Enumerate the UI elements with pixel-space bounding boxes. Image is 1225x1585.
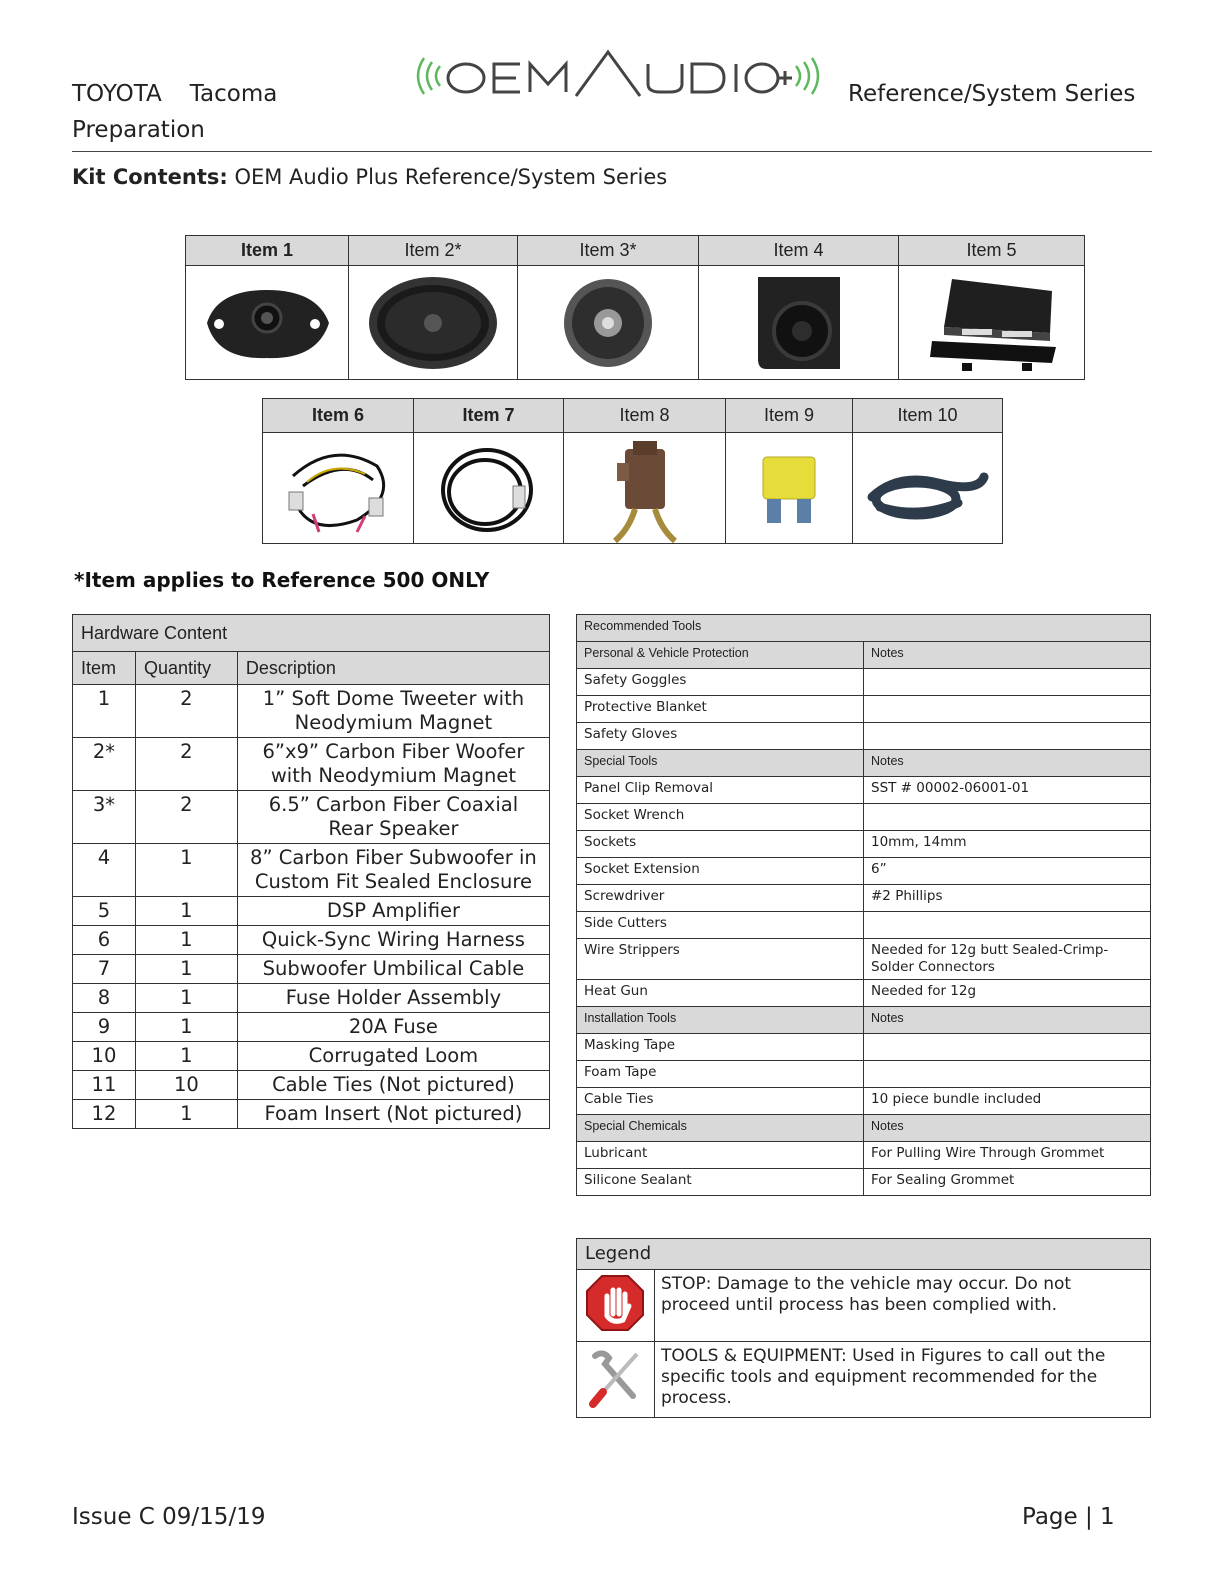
coaxial-speaker-image (518, 266, 699, 380)
fuse-20a-image (726, 433, 853, 544)
tools-section-header (577, 1115, 1151, 1142)
tool-name: Safety Goggles (577, 669, 864, 696)
tool-name: Side Cutters (577, 912, 864, 939)
row-quantity: 1 (135, 897, 237, 926)
issue-date: Issue C 09/15/19 (72, 1504, 266, 1530)
umbilical-cable-image (414, 433, 564, 544)
description-line: with Neodymium Magnet (270, 764, 516, 787)
kit-value: OEM Audio Plus Reference/System Series (234, 165, 668, 189)
kit-label: Kit Contents: (72, 165, 228, 189)
row-quantity: 2 (135, 685, 237, 738)
dsp-amplifier-image (899, 266, 1085, 380)
header-left (72, 76, 277, 148)
tool-note (864, 912, 1151, 939)
oem-audio-logo (408, 46, 828, 106)
tools-row (577, 1088, 1151, 1115)
row-description: Cable Ties (Not pictured) (237, 1071, 549, 1100)
tool-name: Personal & Vehicle Protection (577, 642, 864, 669)
table-row (73, 984, 550, 1013)
tool-name: Heat Gun (577, 980, 864, 1007)
row-description (237, 844, 549, 897)
row-quantity: 10 (135, 1071, 237, 1100)
item-10-header: Item 10 (853, 399, 1003, 433)
woofer-6x9-image (349, 266, 518, 380)
row-description: Corrugated Loom (237, 1042, 549, 1071)
tools-row (577, 723, 1151, 750)
tool-note: Needed for 12g (864, 980, 1151, 1007)
table-row (73, 685, 550, 738)
tweeter-image (186, 266, 349, 380)
table-row (73, 791, 550, 844)
column-quantity: Quantity (135, 652, 237, 685)
table-row (73, 1013, 550, 1042)
tool-name: Silicone Sealant (577, 1169, 864, 1196)
row-description (237, 791, 549, 844)
tools-row (577, 912, 1151, 939)
row-item: 1 (73, 685, 136, 738)
item-1-header: Item 1 (186, 236, 349, 266)
tools-row (577, 939, 1151, 980)
item-4-header: Item 4 (699, 236, 899, 266)
row-description (237, 685, 549, 738)
row-description: Quick-Sync Wiring Harness (237, 926, 549, 955)
tools-row (577, 696, 1151, 723)
row-item: 8 (73, 984, 136, 1013)
wiring-harness-image (263, 433, 414, 544)
row-quantity: 2 (135, 791, 237, 844)
tool-name: Lubricant (577, 1142, 864, 1169)
row-item: 10 (73, 1042, 136, 1071)
tools-section-header (577, 642, 1151, 669)
row-description: DSP Amplifier (237, 897, 549, 926)
tools-row (577, 669, 1151, 696)
row-item: 11 (73, 1071, 136, 1100)
tools-section-header (577, 1007, 1151, 1034)
tool-name: Special Chemicals (577, 1115, 864, 1142)
items-table-1 (185, 235, 1085, 380)
tool-note: SST # 00002-06001-01 (864, 777, 1151, 804)
table-row (73, 738, 550, 791)
tool-name: Panel Clip Removal (577, 777, 864, 804)
table-row (73, 844, 550, 897)
tool-note: Notes (864, 642, 1151, 669)
description-line: Custom Fit Sealed Enclosure (254, 870, 532, 893)
legend-title: Legend (577, 1239, 1151, 1270)
tool-note: For Sealing Grommet (864, 1169, 1151, 1196)
row-quantity: 2 (135, 738, 237, 791)
row-description (237, 738, 549, 791)
table-row (73, 1100, 550, 1129)
tool-name: Socket Extension (577, 858, 864, 885)
tools-row (577, 1061, 1151, 1088)
tool-name: Protective Blanket (577, 696, 864, 723)
table-row (73, 955, 550, 984)
kit-contents (72, 162, 667, 192)
legend-table (576, 1238, 1151, 1418)
row-quantity: 1 (135, 1013, 237, 1042)
tool-note: Notes (864, 1115, 1151, 1142)
reference-500-note: *Item applies to Reference 500 ONLY (74, 568, 490, 592)
tool-name: Cable Ties (577, 1088, 864, 1115)
tools-row (577, 1142, 1151, 1169)
stop-description: STOP: Damage to the vehicle may occur. Do not proceed until process has been complied with. (655, 1270, 1151, 1342)
description-line: Rear Speaker (328, 817, 459, 840)
vehicle-make: TOYOTA (72, 81, 162, 107)
row-item: 2* (73, 738, 136, 791)
vehicle-model: Tacoma (189, 81, 278, 107)
row-quantity: 1 (135, 984, 237, 1013)
tool-name: Screwdriver (577, 885, 864, 912)
row-description: Fuse Holder Assembly (237, 984, 549, 1013)
recommended-tools-table (576, 614, 1151, 1196)
tool-name: Special Tools (577, 750, 864, 777)
tool-note: 10mm, 14mm (864, 831, 1151, 858)
tool-name: Safety Gloves (577, 723, 864, 750)
subwoofer-enclosure-image (699, 266, 899, 380)
column-item: Item (73, 652, 136, 685)
row-item: 9 (73, 1013, 136, 1042)
item-9-header: Item 9 (726, 399, 853, 433)
tools-row (577, 831, 1151, 858)
hardware-title: Hardware Content (73, 615, 550, 652)
tool-note: 10 piece bundle included (864, 1088, 1151, 1115)
row-quantity: 1 (135, 1100, 237, 1129)
description-line: 6.5” Carbon Fiber Coaxial (268, 793, 519, 816)
tool-name: Installation Tools (577, 1007, 864, 1034)
tool-note: #2 Phillips (864, 885, 1151, 912)
row-description: 20A Fuse (237, 1013, 549, 1042)
tools-row (577, 804, 1151, 831)
tool-note: For Pulling Wire Through Grommet (864, 1142, 1151, 1169)
row-item: 7 (73, 955, 136, 984)
tools-description: TOOLS & EQUIPMENT: Used in Figures to call out the specific tools and equipment recommended for the process. (655, 1342, 1151, 1418)
row-quantity: 1 (135, 955, 237, 984)
row-quantity: 1 (135, 1042, 237, 1071)
tool-name: Masking Tape (577, 1034, 864, 1061)
tool-note: Notes (864, 1007, 1151, 1034)
item-8-header: Item 8 (564, 399, 726, 433)
items-table-2 (262, 398, 1003, 544)
row-item: 6 (73, 926, 136, 955)
column-description: Description (237, 652, 549, 685)
tool-note (864, 1061, 1151, 1088)
tool-name: Foam Tape (577, 1061, 864, 1088)
row-quantity: 1 (135, 844, 237, 897)
tool-note (864, 669, 1151, 696)
tool-name: Sockets (577, 831, 864, 858)
row-item: 5 (73, 897, 136, 926)
row-item: 4 (73, 844, 136, 897)
row-quantity: 1 (135, 926, 237, 955)
tool-note (864, 723, 1151, 750)
tools-row (577, 777, 1151, 804)
corrugated-loom-image (853, 433, 1003, 544)
fuse-holder-image (564, 433, 726, 544)
stop-hand-icon (577, 1270, 655, 1342)
tool-name: Socket Wrench (577, 804, 864, 831)
tools-row (577, 858, 1151, 885)
header-divider (72, 151, 1152, 152)
series-title: Reference/System Series (848, 81, 1136, 107)
description-line: 1” Soft Dome Tweeter with (262, 687, 525, 710)
item-2-header: Item 2* (349, 236, 518, 266)
description-line: Neodymium Magnet (294, 711, 493, 734)
tool-name: Wire Strippers (577, 939, 864, 980)
tool-note (864, 1034, 1151, 1061)
tools-equipment-icon (577, 1342, 655, 1418)
tool-note (864, 696, 1151, 723)
item-6-header: Item 6 (263, 399, 414, 433)
table-row (73, 1042, 550, 1071)
tool-note: Needed for 12g butt Sealed-Crimp-Solder Connectors (864, 939, 1151, 980)
table-row (73, 897, 550, 926)
item-3-header: Item 3* (518, 236, 699, 266)
row-item: 3* (73, 791, 136, 844)
tool-note: Notes (864, 750, 1151, 777)
description-line: 6”x9” Carbon Fiber Woofer (262, 740, 525, 763)
item-7-header: Item 7 (414, 399, 564, 433)
tool-note (864, 804, 1151, 831)
tools-title: Recommended Tools (577, 615, 1151, 642)
section-title: Preparation (72, 117, 205, 143)
hardware-content-table (72, 614, 550, 1129)
tools-row (577, 885, 1151, 912)
tool-note: 6” (864, 858, 1151, 885)
tools-row (577, 980, 1151, 1007)
row-item: 12 (73, 1100, 136, 1129)
table-row (73, 1071, 550, 1100)
tools-row (577, 1034, 1151, 1061)
table-row (73, 926, 550, 955)
tools-row (577, 1169, 1151, 1196)
page-number: Page | 1 (1022, 1504, 1115, 1530)
row-description: Foam Insert (Not pictured) (237, 1100, 549, 1129)
description-line: 8” Carbon Fiber Subwoofer in (250, 846, 537, 869)
tools-section-header (577, 750, 1151, 777)
item-5-header: Item 5 (899, 236, 1085, 266)
row-description: Subwoofer Umbilical Cable (237, 955, 549, 984)
